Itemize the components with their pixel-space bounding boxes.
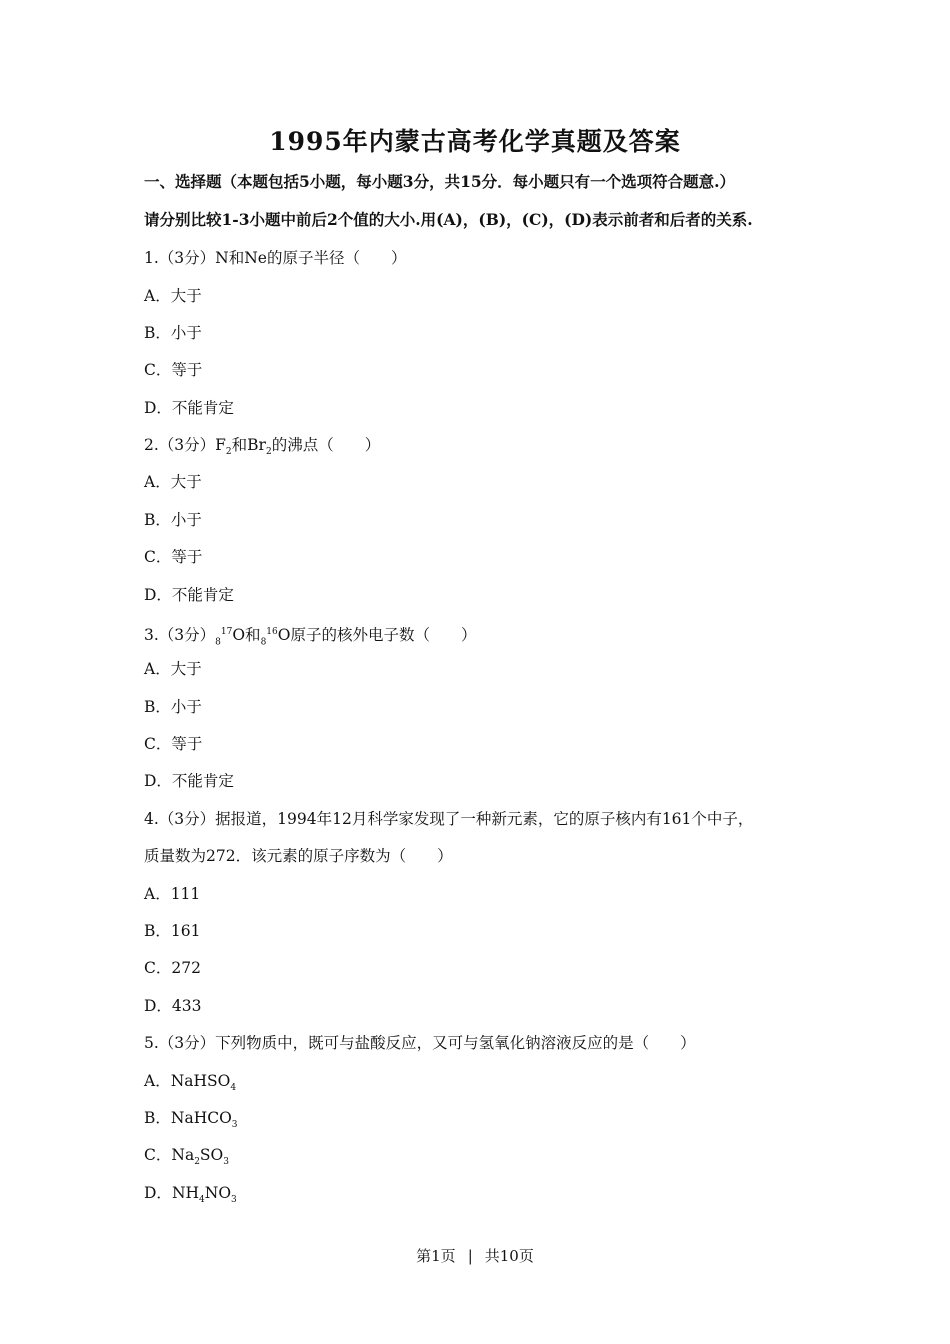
question-2-option-a: A．大于 — [144, 473, 202, 491]
page-number: 第1页 — [416, 1247, 456, 1265]
question-3-option-c: C．等于 — [144, 735, 203, 753]
page-footer — [0, 1245, 950, 1266]
section-instruction: 请分别比较1-3小题中前后2个值的大小.用(A)，(B)，(C)，(D)表示前者和后者的关系. — [144, 210, 753, 229]
question-5-option-a: A．NaHSO$_4$ — [144, 1072, 237, 1094]
question-1-option-c: C．等于 — [144, 361, 203, 379]
section-heading: 一、选择题（本题包括5小题，每小题3分，共15分．每小题只有一个选项符合题意.） — [144, 172, 736, 191]
question-1-stem: 1.（3分）N和Ne的原子半径（ ） — [144, 249, 407, 267]
question-2-option-d: D．不能肯定 — [144, 586, 234, 604]
question-5-option-d: D．$NH_4NO_3$ — [144, 1184, 237, 1206]
question-1-option-d: D．不能肯定 — [144, 399, 234, 417]
question-3-stem: 3.（3分）$_8^{17}O$和$_8^{16}$O原子的核外电子数（ ） — [144, 626, 477, 648]
question-4-stem-line1: 4.（3分）据报道，1994年12月科学家发现了一种新元素，它的原子核内有161个中子， — [144, 810, 754, 828]
question-4-option-a: A．111 — [144, 885, 201, 903]
question-4-stem-line2: 质量数为272．该元素的原子序数为（ ） — [144, 847, 453, 865]
page-total: 共10页 — [484, 1247, 534, 1265]
question-1-option-a: A．大于 — [144, 287, 202, 305]
question-5-option-b: B．NaHCO$_3$ — [144, 1109, 238, 1131]
question-3-option-a: A．大于 — [144, 660, 202, 678]
question-1-option-b: B．小于 — [144, 324, 202, 342]
question-2-stem: 2.（3分）$F_2$和$Br_2$的沸点（ ） — [144, 436, 381, 458]
question-5-stem: 5.（3分）下列物质中，既可与盐酸反应，又可与氢氧化钠溶液反应的是（ ） — [144, 1034, 696, 1052]
page-title: 1995年内蒙古高考化学真题及答案 — [269, 127, 681, 156]
question-5-option-c: C．$Na_2SO_3$ — [144, 1146, 229, 1168]
question-2-option-b: B．小于 — [144, 511, 202, 529]
question-4-option-c: C．272 — [144, 959, 201, 977]
question-3-option-b: B．小于 — [144, 698, 202, 716]
question-4-option-d: D．433 — [144, 997, 202, 1015]
question-2-option-c: C．等于 — [144, 548, 203, 566]
question-4-option-b: B．161 — [144, 922, 201, 940]
footer-separator: | — [467, 1247, 473, 1265]
question-3-option-d: D．不能肯定 — [144, 772, 234, 790]
